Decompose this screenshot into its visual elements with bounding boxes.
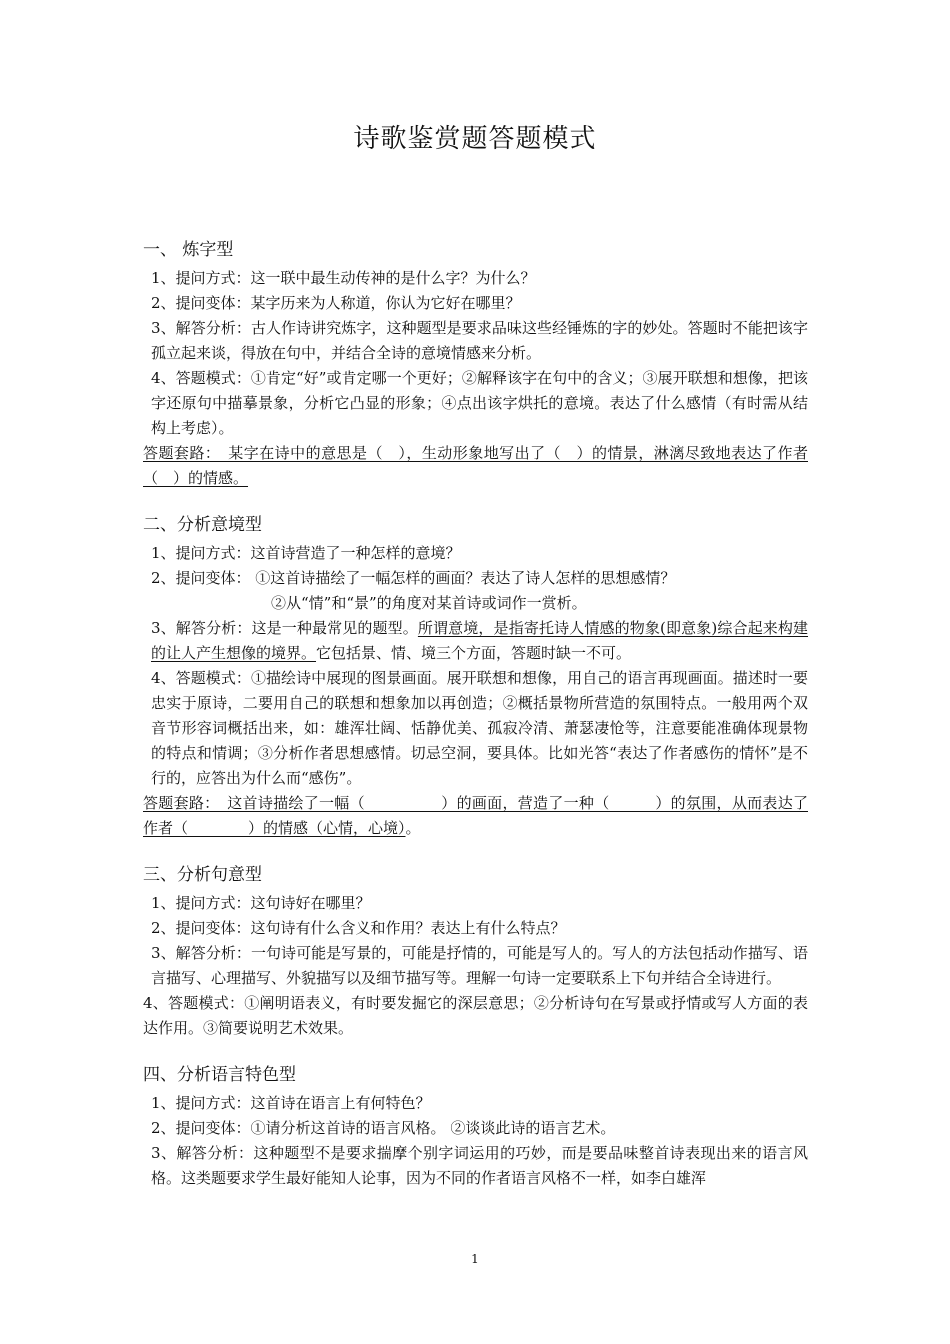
- paragraph: 4、答题模式：①肯定“好”或肯定哪一个更好；②解释该字在句中的含义；③展开联想和想像，把该字还原句中描摹景象，分析它凸显的形象；④点出该字烘托的意境。表达了什么感情（有时需从结构上考虑）。: [151, 369, 808, 437]
- paragraph: 3、解答分析：这种题型不是要求揣摩个别字词运用的巧妙，而是要品味整首诗表现出来的语言风格。这类题要求学生最好能知人论事，因为不同的作者语言风格不一样，如李白雄浑: [151, 1144, 808, 1187]
- underlined-text: 答题套路： 某字在诗中的意思是（ ），生动形象地写出了（ ）的情景，淋漓尽致地表达了作者（ ）的情感。: [143, 444, 808, 487]
- paragraph: 1、提问方式：这一联中最生动传神的是什么字？为什么？: [151, 269, 536, 287]
- paragraph: 4、答题模式：①描绘诗中展现的图景画面。展开联想和想像，用自己的语言再现画面。描述时一要忠实于原诗，二要用自己的联想和想象加以再创造；②概括景物所营造的氛围特点。一般用两个双音节形容词概括出来，如：雄浑壮阔、恬静优美、孤寂冷清、萧瑟凄怆等，注意要能准确体现景物的特点和情调；③分析作者思想感情。切忌空洞，要具体。比如光答“表达了作者感伤的情怀”是不行的，应答出为什么而“感伤”。: [151, 669, 808, 787]
- paragraph: 1、提问方式：这首诗在语言上有何特色？: [151, 1094, 431, 1112]
- text: 3、解答分析：这是一种最常见的题型。: [151, 619, 418, 637]
- text: 。: [405, 819, 421, 837]
- paragraph: 3、解答分析：古人作诗讲究炼字，这种题型是要求品味这些经锤炼的字的妙处。答题时不能把该字孤立起来谈，得放在句中，并结合全诗的意境情感来分析。: [151, 319, 808, 362]
- underlined-text: 答题套路： 这首诗描绘了一幅（ ）的画面，营造了一种（ ）的氛围，从而表达了作者（ ）的情感（心情，心境）: [143, 794, 808, 837]
- paragraph: 4、答题模式：①阐明语表义，有时要发掘它的深层意思；②分析诗句在写景或抒情或写人方面的表达作用。③简要说明艺术效果。: [143, 994, 808, 1037]
- document-body: [143, 238, 808, 1191]
- section-heading: 一、 炼字型: [143, 240, 234, 260]
- section-2: [143, 513, 808, 841]
- paragraph: 2、提问变体：某字历来为人称道，你认为它好在哪里？: [151, 294, 521, 312]
- paragraph: 1、提问方式：这句诗好在哪里？: [151, 894, 371, 912]
- section-3: [143, 863, 808, 1041]
- paragraph: 2、提问变体： ①这首诗描绘了一幅怎样的画面？表达了诗人怎样的思想感情？: [151, 569, 676, 587]
- paragraph: 2、提问变体：这句诗有什么含义和作用？表达上有什么特点？: [151, 919, 566, 937]
- paragraph: 2、提问变体：①请分析这首诗的语言风格。 ②谈谈此诗的语言艺术。: [151, 1119, 616, 1137]
- section-heading: 四、分析语言特色型: [143, 1065, 296, 1085]
- paragraph: 1、提问方式：这首诗营造了一种怎样的意境？: [151, 544, 461, 562]
- text: 它包括景、情、境三个方面，答题时缺一不可。: [316, 644, 632, 662]
- section-1: [143, 238, 808, 491]
- underlined-text: 所谓意境，是指寄托诗人情感的物象(即意象)综合起来构建的让人产生想像的境界。: [151, 619, 809, 662]
- section-heading: 二、分析意境型: [143, 515, 262, 535]
- document-title: 诗歌鉴赏题答题模式: [353, 124, 597, 154]
- answer-template: [143, 791, 808, 841]
- section-4: [143, 1063, 808, 1191]
- paragraph: [143, 616, 808, 666]
- page-number: 1: [471, 1252, 479, 1266]
- section-heading: 三、分析句意型: [143, 865, 262, 885]
- answer-template: [143, 441, 808, 491]
- paragraph: 3、解答分析：一句诗可能是写景的，可能是抒情的，可能是写人的。写人的方法包括动作描写、语言描写、心理描写、外貌描写以及细节描写等。理解一句诗一定要联系上下句并结合全诗进行。: [151, 944, 808, 987]
- paragraph: ②从“情”和“景”的角度对某首诗或词作一赏析。: [271, 594, 587, 612]
